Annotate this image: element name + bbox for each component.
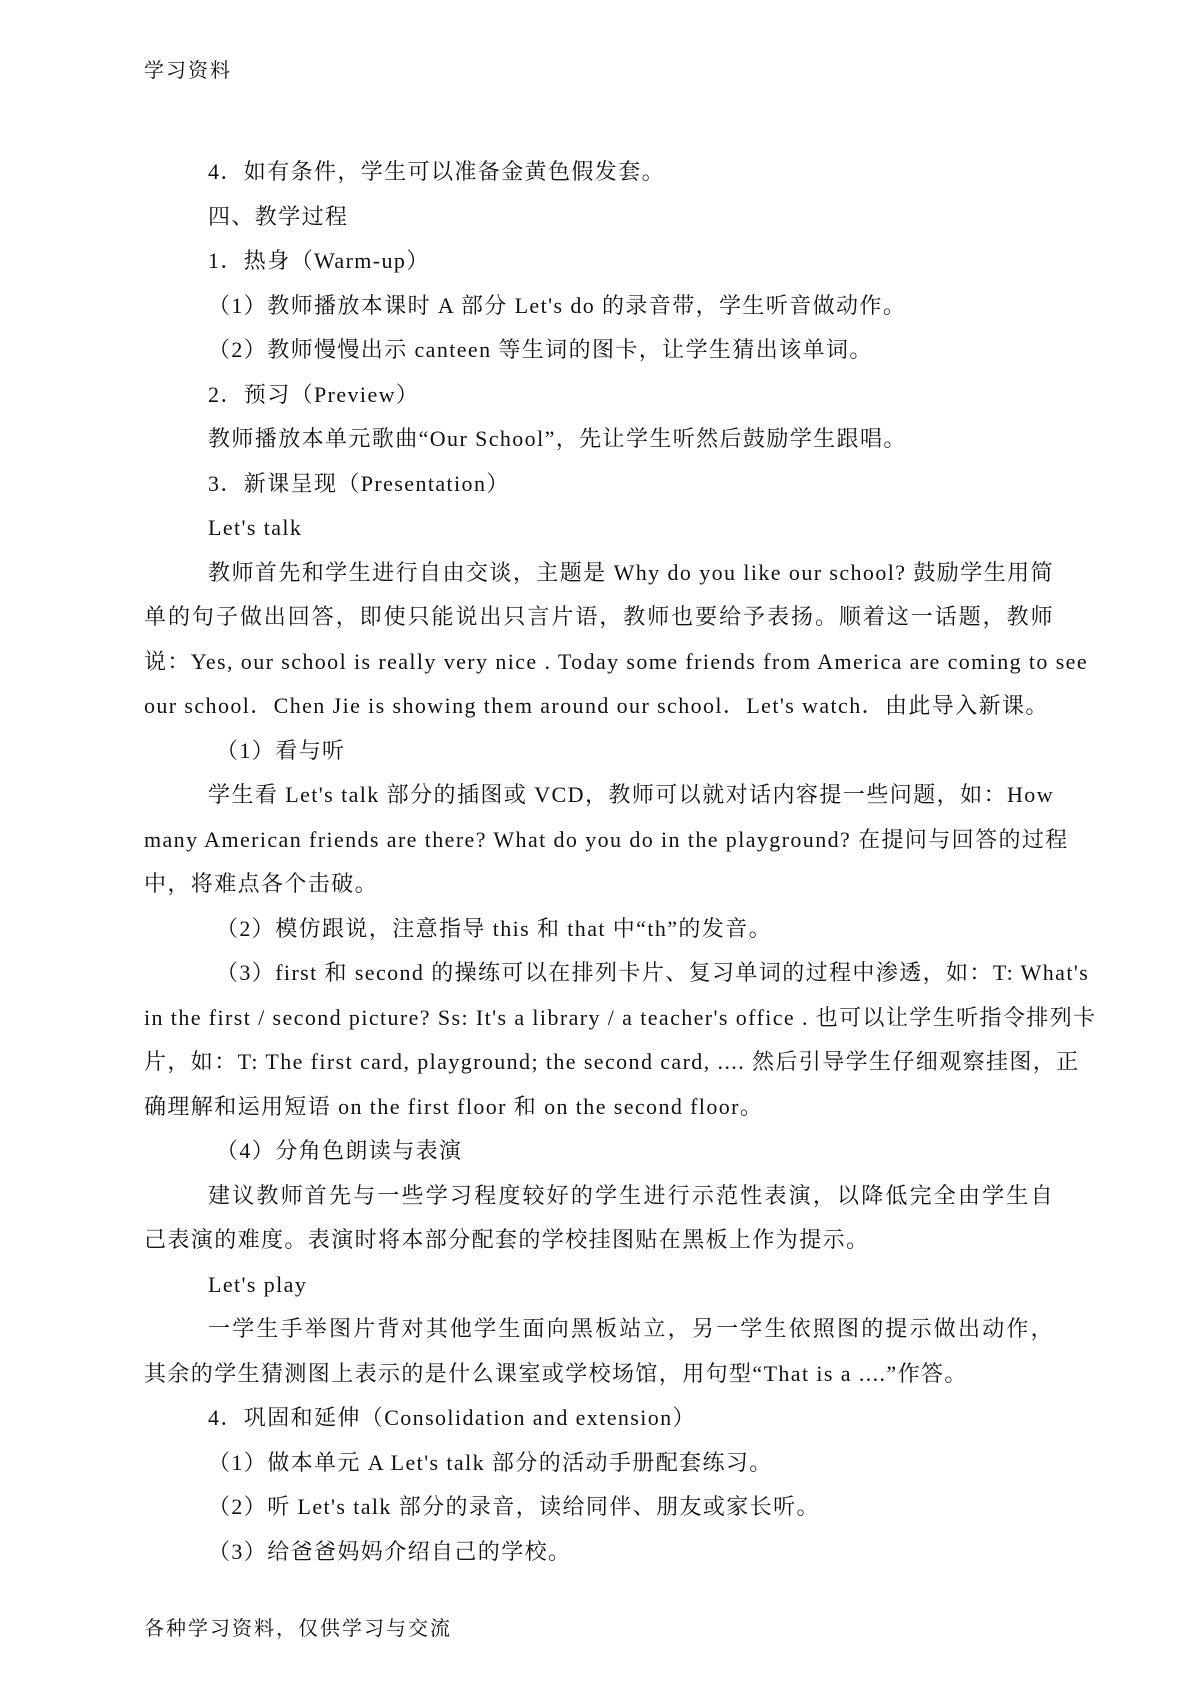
paragraph-line: in the first / second picture? Ss: It's a library / a teacher's office . 也可以让学生听指令排列卡 (144, 1004, 1097, 1030)
paragraph-line: 说：Yes, our school is really very nice . Today some friends from America are coming to see (144, 648, 1088, 674)
paragraph-line: 单的句子做出回答，即使只能说出只言片语，教师也要给予表扬。顺着这一话题，教师 (144, 604, 1054, 629)
paragraph-line: 一学生手举图片背对其他学生面向黑板站立，另一学生依照图的提示做出动作， (208, 1316, 1054, 1341)
page-footer: 各种学习资料，仅供学习与交流 (144, 1618, 452, 1640)
text-line: （3）给爸爸妈妈介绍自己的学校。 (208, 1538, 572, 1564)
paragraph-line: 建议教师首先与一些学习程度较好的学生进行示范性表演，以降低完全由学生自 (208, 1182, 1054, 1208)
subsection-heading: 3．新课呈现（Presentation） (208, 470, 510, 496)
text-line: Let's play (208, 1271, 308, 1297)
paragraph-line: 学生看 Let's talk 部分的插图或 VCD，教师可以就对话内容提一些问题，如：How (208, 782, 1054, 807)
paragraph-line: many American friends are there? What do you do in the playground? 在提问与回答的过程 (144, 826, 1069, 852)
text-line: （2）听 Let's talk 部分的录音，读给同伴、朋友或家长听。 (208, 1494, 820, 1519)
subsection-heading: 4．巩固和延伸（Consolidation and extension） (208, 1405, 696, 1430)
paragraph-line: 教师首先和学生进行自由交谈，主题是 Why do you like our school? 鼓励学生用简 (208, 559, 1054, 585)
paragraph-line: 其余的学生猜测图上表示的是什么课室或学校场馆，用句型“That is a ....”作答。 (144, 1360, 968, 1386)
text-line: （1）看与听 (216, 737, 346, 763)
text-line: Let's talk (208, 515, 303, 540)
text-line: （1）做本单元 A Let's talk 部分的活动手册配套练习。 (208, 1449, 773, 1475)
document-body (144, 150, 1097, 1574)
page-header: 学习资料 (144, 60, 232, 82)
subsection-heading: 2．预习（Preview） (208, 381, 420, 407)
subsection-heading: 1．热身（Warm-up） (208, 248, 430, 273)
paragraph-line: （3）first 和 second 的操练可以在排列卡片、复习单词的过程中渗透，如：T: What's (216, 960, 1090, 985)
paragraph-line: 中，将难点各个击破。 (144, 871, 379, 896)
text-line: （2）教师慢慢出示 canteen 等生词的图卡，让学生猜出该单词。 (208, 337, 873, 362)
paragraph-line: 确理解和运用短语 on the first floor 和 on the second floor。 (144, 1093, 764, 1119)
text-line: （1）教师播放本课时 A 部分 Let's do 的录音带，学生听音做动作。 (208, 292, 907, 318)
paragraph-line: 片，如：T: The first card, playground; the second card, .... 然后引导学生仔细观察挂图，正 (144, 1049, 1080, 1074)
text-line: 教师播放本单元歌曲“Our School”，先让学生听然后鼓励学生跟唱。 (208, 426, 907, 451)
text-line: （4）分角色朗读与表演 (216, 1138, 463, 1163)
text-line: （2）模仿跟说，注意指导 this 和 that 中“th”的发音。 (216, 915, 773, 941)
section-heading: 四、教学过程 (208, 203, 349, 229)
paragraph-line: 己表演的难度。表演时将本部分配套的学校挂图贴在黑板上作为提示。 (144, 1227, 870, 1252)
paragraph-line: our school．Chen Jie is showing them around our school．Let's watch．由此导入新课。 (144, 693, 1049, 718)
text-line: 4．如有条件，学生可以准备金黄色假发套。 (208, 159, 666, 184)
